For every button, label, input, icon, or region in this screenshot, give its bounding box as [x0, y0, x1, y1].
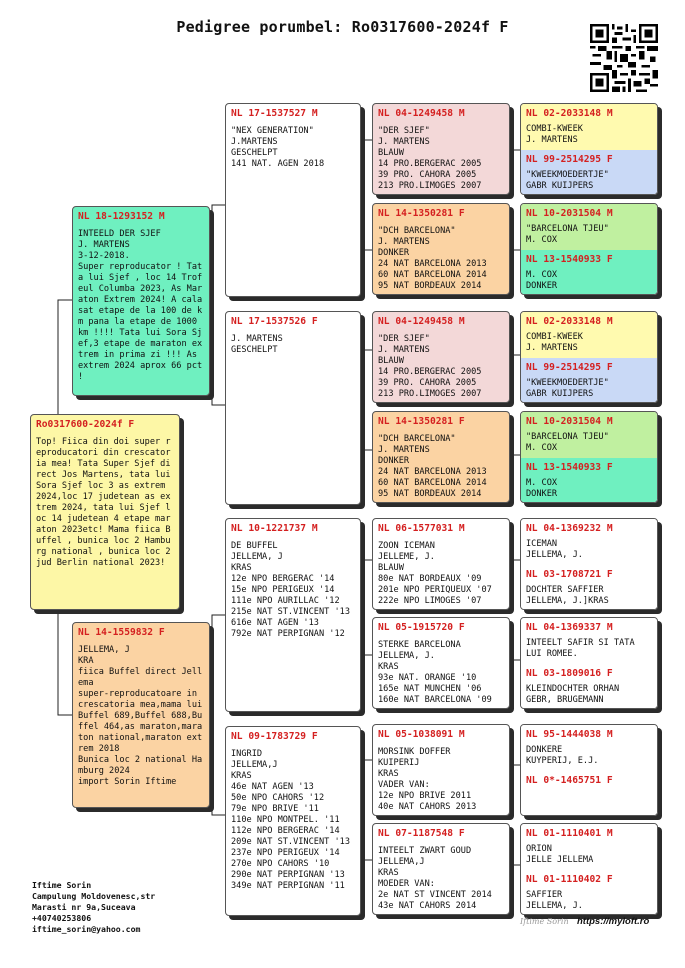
- line: 112e NPO BERGERAC '14: [231, 826, 340, 836]
- gen3-card-6[interactable]: [372, 617, 510, 709]
- gen4-top[interactable]: [521, 312, 657, 358]
- ring-id: NL 13-1540933 F: [526, 462, 613, 473]
- line: DOCHTER SAFFIER: [526, 585, 604, 595]
- dam-card[interactable]: [72, 622, 210, 808]
- gen3-card-1[interactable]: [372, 103, 510, 195]
- line: 270e NPO CAHORS '10: [231, 859, 330, 869]
- gen3-card-8[interactable]: [372, 823, 510, 915]
- line: 12e NPO BERGERAC '14: [231, 574, 335, 584]
- owner-name: Iftime Sorin: [32, 880, 92, 890]
- line: 616e NAT AGEN '13: [231, 618, 319, 628]
- gen4-top[interactable]: [521, 412, 657, 458]
- ring-id: NL 01-1110401 M: [526, 828, 613, 839]
- line: "KWEEKMOEDERTJE": [526, 378, 609, 388]
- line: MORSINK DOFFER: [378, 747, 451, 757]
- website-link[interactable]: https://myloft.ro: [577, 916, 650, 927]
- sire-name: INTEELD DER SJEF: [78, 229, 161, 239]
- gen4-bottom[interactable]: [521, 150, 657, 195]
- line: INTEELT ZWART GOUD: [378, 846, 472, 856]
- ring-id: NL 03-1708721 F: [526, 569, 613, 580]
- line: M. COX: [526, 443, 558, 453]
- ring-id: NL 02-2033148 M: [526, 108, 613, 119]
- gen4-top[interactable]: [521, 725, 657, 771]
- gen4-top[interactable]: [521, 519, 657, 565]
- owner-phone: +40740253806: [32, 913, 92, 923]
- gen4-bottom[interactable]: [521, 458, 657, 503]
- owner-address-1: Campulung Moldovenesc,str: [32, 891, 156, 901]
- line: 40e NAT CAHORS 2013: [378, 802, 477, 812]
- line: 24 NAT BARCELONA 2013: [378, 259, 487, 269]
- line: MOEDER VAN:: [378, 879, 435, 889]
- grandsire-maternal-card[interactable]: [225, 518, 361, 712]
- ring-id: NL 04-1369232 M: [526, 523, 613, 534]
- dam-origin: fiica Buffel direct Jellema: [78, 667, 203, 688]
- gen4-pair-1[interactable]: [520, 103, 658, 195]
- line: INTEELT SAFIR SI TATA LUI ROMEE.: [526, 638, 635, 659]
- signature: Iftime Sorin: [520, 917, 569, 926]
- sire-card[interactable]: [72, 206, 210, 396]
- dam-result: Bunica loc 2 national Hamburg 2024: [78, 755, 203, 776]
- line: J. MARTENS: [526, 135, 578, 145]
- line: "DER SJEF": [378, 126, 430, 136]
- line: "DCH BARCELONA": [378, 434, 456, 444]
- subject-ring-id: Ro0317600-2024f F: [36, 419, 135, 430]
- ring-id: NL 13-1540933 F: [526, 254, 613, 265]
- line: 209e NAT ST.VINCENT '13: [231, 837, 350, 847]
- line: BLAUW: [378, 563, 404, 573]
- line: 792e NAT PERPIGNAN '12: [231, 629, 345, 639]
- line: 60 NAT BARCELONA 2014: [378, 270, 487, 280]
- dam-color: KRA: [78, 656, 94, 666]
- gen4-pair-6[interactable]: [520, 617, 658, 709]
- line: "BARCELONA TJEU": [526, 224, 609, 234]
- line: KUYPERIJ, E.J.: [526, 756, 599, 766]
- line: BLAUW: [378, 356, 404, 366]
- line: M. COX: [526, 235, 558, 245]
- gen4-pair-7[interactable]: [520, 724, 658, 816]
- line: KRAS: [378, 662, 399, 672]
- gen4-pair-2[interactable]: [520, 203, 658, 295]
- ring-id: NL 10-2031504 M: [526, 416, 613, 427]
- ring-id: NL 10-2031504 M: [526, 208, 613, 219]
- sire-date: 3-12-2018.: [78, 251, 130, 261]
- line: DONKER: [378, 456, 410, 466]
- line: GESCHELPT: [231, 345, 278, 355]
- subject-notes: Top! Fiica din doi super reproducatori din crescatoria mea! Tata Super Sjef direct Jos Martens, tata lui Sora Sjef loc 3 as extrem 2024,loc 17 judetean as extrem 2024, tata lui Sjef loc 14 judetean 4 etape maraton 2023etc! Mama fiica Buffel , bunica loc 2 Hamburg national , bunica loc 2 jud Berlin national 2023!: [36, 437, 176, 568]
- line: VADER VAN:: [378, 780, 430, 790]
- line: 79e NPO BRIVE '11: [231, 804, 319, 814]
- line: KRAS: [378, 769, 399, 779]
- line: "NEX GENERATION": [231, 126, 314, 136]
- gen3-card-4[interactable]: [372, 411, 510, 503]
- dam-breeder: JELLEMA, J: [78, 645, 130, 655]
- line: 222e NPO LIMOGES '07: [378, 596, 482, 606]
- ring-id: NL 0*-1465751 F: [526, 775, 613, 786]
- line: KRAS: [378, 868, 399, 878]
- subject-card[interactable]: [30, 414, 180, 610]
- line: J. MARTENS: [526, 343, 578, 353]
- line: 15e NPO PERIGEUX '14: [231, 585, 335, 595]
- ring-id: NL 04-1369337 M: [526, 622, 613, 633]
- line: JELLEMA,J: [378, 857, 425, 867]
- ring-id: NL 05-1038091 M: [378, 729, 465, 740]
- ring-id: NL 07-1187548 F: [378, 828, 465, 839]
- line: 24 NAT BARCELONA 2013: [378, 467, 487, 477]
- gen4-pair-5[interactable]: [520, 518, 658, 610]
- line: INGRID: [231, 749, 263, 759]
- line: 93e NAT. ORANGE '10: [378, 673, 477, 683]
- line: DONKER: [526, 489, 558, 499]
- line: 213 PRO.LIMOGES 2007: [378, 181, 482, 191]
- line: GABR KUIJPERS: [526, 389, 594, 399]
- line: 14 PRO.BERGERAC 2005: [378, 367, 482, 377]
- line: 160e NAT BARCELONA '09: [378, 695, 492, 705]
- gen3-card-2[interactable]: [372, 203, 510, 295]
- line: 110e NPO MONTPEL. '11: [231, 815, 340, 825]
- line: DONKER: [526, 281, 558, 291]
- gen3-card-7[interactable]: [372, 724, 510, 816]
- line: "DER SJEF": [378, 334, 430, 344]
- gen4-bottom[interactable]: [521, 771, 657, 816]
- ring-id: NL 10-1221737 M: [231, 523, 318, 534]
- gen3-card-5[interactable]: [372, 518, 510, 610]
- line: 14 PRO.BERGERAC 2005: [378, 159, 482, 169]
- gen4-pair-8[interactable]: [520, 823, 658, 915]
- line: 50e NPO CAHORS '12: [231, 793, 325, 803]
- line: DE BUFFEL: [231, 541, 278, 551]
- gen4-pair-3[interactable]: [520, 311, 658, 403]
- line: JELLEMA, J.]KRAS: [526, 596, 609, 606]
- line: M. COX: [526, 270, 558, 280]
- line: 201e NPO PERIQUEUX '07: [378, 585, 492, 595]
- line: 95 NAT BORDEAUX 2014: [378, 489, 482, 499]
- gen4-bottom[interactable]: [521, 664, 657, 709]
- line: 39 PRO. CAHORA 2005: [378, 170, 477, 180]
- gen4-top[interactable]: [521, 824, 657, 870]
- line: 39 PRO. CAHORA 2005: [378, 378, 477, 388]
- ring-id: NL 14-1350281 F: [378, 416, 465, 427]
- line: J.MARTENS: [231, 137, 278, 147]
- line: JELLEME, J.: [378, 552, 435, 562]
- line: KUIPERIJ: [378, 758, 420, 768]
- gen4-top[interactable]: [521, 618, 657, 664]
- gen4-pair-4[interactable]: [520, 411, 658, 503]
- line: GEBR, BRUGEMANN: [526, 695, 604, 705]
- line: J. MARTENS: [378, 137, 430, 147]
- line: DONKERE: [526, 745, 563, 755]
- line: KRAS: [231, 563, 252, 573]
- line: 43e NAT CAHORS 2014: [378, 901, 477, 911]
- line: 290e NAT PERPIGNAN '13: [231, 870, 345, 880]
- line: "DCH BARCELONA": [378, 226, 456, 236]
- line: JELLEMA, J.: [378, 651, 435, 661]
- line: 165e NAT MUNCHEN '06: [378, 684, 482, 694]
- sire-notes: Super reproducator ! Tata lui Sjef , loc 14 Trofeul Columba 2023, As Maraton Extrem 2024! A calasat etape de la 100 de km pana la etape de 1000 km !!!! Tata lui Sora Sjef,3 etape de maraton extrem in prima zi !!! As extrem 2024 aprox 66 pct !: [78, 262, 208, 382]
- line: JELLEMA, J: [231, 552, 283, 562]
- sire-breeder: J. MARTENS: [78, 240, 130, 250]
- line: JELLEMA, J.: [526, 550, 583, 560]
- line: COMBI-KWEEK: [526, 332, 583, 342]
- ring-id: NL 05-1915720 F: [378, 622, 465, 633]
- ring-id: NL 17-1537526 F: [231, 316, 318, 327]
- line: JELLEMA, J.: [526, 901, 583, 911]
- line: "KWEEKMOEDERTJE": [526, 170, 609, 180]
- line: 60 NAT BARCELONA 2014: [378, 478, 487, 488]
- gen4-bottom[interactable]: [521, 565, 657, 610]
- line: J. MARTENS: [378, 445, 430, 455]
- ring-id: NL 09-1783729 F: [231, 731, 318, 742]
- line: 213 PRO.LIMOGES 2007: [378, 389, 482, 399]
- line: 12e NPO BRIVE 2011: [378, 791, 472, 801]
- line: GESCHELPT: [231, 148, 278, 158]
- line: 80e NAT BORDEAUX '09: [378, 574, 482, 584]
- ring-id: NL 04-1249458 M: [378, 316, 465, 327]
- line: 141 NAT. AGEN 2018: [231, 159, 325, 169]
- line: 2e NAT ST VINCENT 2014: [378, 890, 492, 900]
- line: DONKER: [378, 248, 410, 258]
- line: ORION: [526, 844, 552, 854]
- line: 215e NAT ST.VINCENT '13: [231, 607, 350, 617]
- line: J. MARTENS: [378, 237, 430, 247]
- ring-id: NL 03-1809016 F: [526, 668, 613, 679]
- line: 111e NPO AURILLAC '12: [231, 596, 340, 606]
- owner-contact: [32, 880, 155, 935]
- dam-notes: super-reproducatoare in crescatoria mea,mama lui Buffel 689,Buffel 688,Buffel 464,as maraton,maraton national,maraton extrem 2018: [78, 689, 208, 754]
- dam-import: import Sorin Iftime: [78, 777, 177, 787]
- line: ICEMAN: [526, 539, 558, 549]
- line: 95 NAT BORDEAUX 2014: [378, 281, 482, 291]
- line: JELLE JELLEMA: [526, 855, 594, 865]
- granddam-maternal-card[interactable]: [225, 726, 361, 916]
- line: COMBI-KWEEK: [526, 124, 583, 134]
- gen4-top[interactable]: [521, 104, 657, 150]
- dam-ring-id: NL 14-1559832 F: [78, 627, 165, 638]
- line: J. MARTENS: [231, 334, 283, 344]
- line: GABR KUIJPERS: [526, 181, 594, 191]
- line: ZOON ICEMAN: [378, 541, 435, 551]
- ring-id: NL 01-1110402 F: [526, 874, 613, 885]
- line: KLEINDOCHTER ORHAN: [526, 684, 620, 694]
- line: 237e NPO PERIGEUX '14: [231, 848, 340, 858]
- ring-id: NL 95-1444038 M: [526, 729, 613, 740]
- ring-id: NL 04-1249458 M: [378, 108, 465, 119]
- ring-id: NL 02-2033148 M: [526, 316, 613, 327]
- granddam-paternal-card[interactable]: [225, 311, 361, 505]
- line: J. MARTENS: [378, 345, 430, 355]
- line: JELLEMA,J: [231, 760, 278, 770]
- line: "BARCELONA TJEU": [526, 432, 609, 442]
- line: KRAS: [231, 771, 252, 781]
- ring-id: NL 17-1537527 M: [231, 108, 318, 119]
- owner-email[interactable]: iftime_sorin@yahoo.com: [32, 924, 141, 934]
- ring-id: NL 99-2514295 F: [526, 362, 613, 373]
- line: M. COX: [526, 478, 558, 488]
- line: SAFFIER: [526, 890, 563, 900]
- ring-id: NL 99-2514295 F: [526, 154, 613, 165]
- line: 349e NAT PERPIGNAN '11: [231, 881, 345, 891]
- page-title: Pedigree porumbel: Ro0317600-2024f F: [176, 18, 509, 36]
- gen4-bottom[interactable]: [521, 250, 657, 295]
- gen4-bottom[interactable]: [521, 358, 657, 403]
- line: BLAUW: [378, 148, 404, 158]
- grandsire-paternal-card[interactable]: [225, 103, 361, 297]
- ring-id: NL 14-1350281 F: [378, 208, 465, 219]
- owner-address-2: Marasti nr 9a,Suceava: [32, 902, 136, 912]
- gen4-bottom[interactable]: [521, 870, 657, 915]
- sire-ring-id: NL 18-1293152 M: [78, 211, 165, 222]
- line: STERKE BARCELONA: [378, 640, 461, 650]
- gen4-top[interactable]: [521, 204, 657, 250]
- ring-id: NL 06-1577031 M: [378, 523, 465, 534]
- line: 46e NAT AGEN '13: [231, 782, 314, 792]
- gen3-card-3[interactable]: [372, 311, 510, 403]
